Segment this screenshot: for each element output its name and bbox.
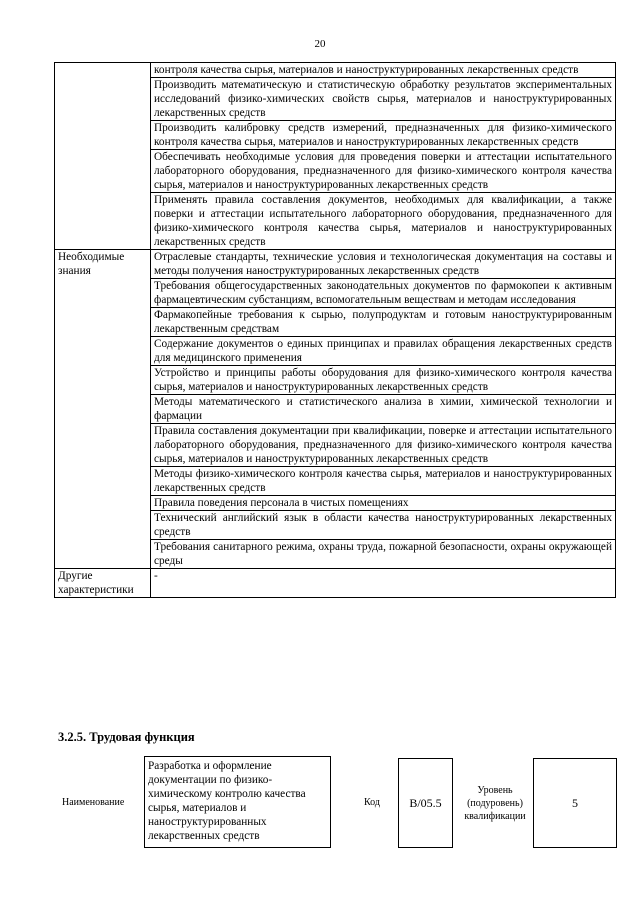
- function-code-box: В/05.5: [398, 758, 453, 848]
- table-cell: Требования общегосударственных законодательных документов по фармокопеи к активным фармацевтическим субстанциям, вспомогательным веществам и методам исследования: [151, 279, 616, 308]
- row-label-skills: [55, 63, 151, 250]
- table-cell: Содержание документов о единых принципах и правилах обращения лекарственных средств для медицинского применения: [151, 337, 616, 366]
- table-cell: Производить калибровку средств измерений, предназначенных для физико-химического контроля качества сырья, материалов и наноструктурированных лекарственных средств: [151, 121, 616, 150]
- table-cell: Методы физико-химического контроля качества сырья, материалов и наноструктурированных лекарственных средств: [151, 467, 616, 496]
- table-cell: Методы математического и статистического анализа в химии, химической технологии и фармации: [151, 395, 616, 424]
- function-name-box: Разработка и оформление документации по физико-химическому контролю качества сырья, материалов и наноструктурированных лекарственных средств: [144, 756, 331, 848]
- table-row: [55, 569, 616, 598]
- table-cell: Производить математическую и статистическую обработку результатов экспериментальных исследований физико-химических свойств сырья, материалов и наноструктурированных лекарственных средств: [151, 78, 616, 121]
- table-cell: Правила составления документации при квалификации, поверке и аттестации испытательного лабораторного оборудования, предназначенного для физико-химического контроля качества сырья, материалов и наноструктурированных лекарственных средств: [151, 424, 616, 467]
- table-cell: Отраслевые стандарты, технические условия и технологическая документация на составы и методы получения наноструктурированных лекарственных средств: [151, 250, 616, 279]
- row-label-knowledge: Необходимые знания: [55, 250, 151, 569]
- page-number: 20: [314, 38, 326, 50]
- table-cell: Применять правила составления документов, необходимых для квалификации, а также поверки и аттестации испытательного лабораторного оборудования, предназначенного для физико-химического контроля качества сырья, материалов и наноструктурированных лекарственных средств: [151, 193, 616, 250]
- section-title: 3.2.5. Трудовая функция: [58, 730, 195, 744]
- table-cell: Обеспечивать необходимые условия для проведения поверки и аттестации испытательного лабораторного оборудования, предназначенного для физико-химического контроля качества сырья, материалов и наноструктурированных лекарственных средств: [151, 150, 616, 193]
- table-cell: контроля качества сырья, материалов и наноструктурированных лекарственных средств: [151, 63, 616, 78]
- row-label-other: Другие характеристики: [55, 569, 151, 598]
- table-cell: Устройство и принципы работы оборудования для физико-химического контроля качества сырья, материалов и наноструктурированных лекарственных средств: [151, 366, 616, 395]
- table-row: [55, 63, 616, 78]
- table-cell: Требования санитарного режима, охраны труда, пожарной безопасности, охраны окружающей среды: [151, 540, 616, 569]
- table-cell: Технический английский язык в области качества наноструктурированных лекарственных средств: [151, 511, 616, 540]
- table-cell: Фармакопейные требования к сырью, полупродуктам и готовым наноструктурированным лекарственным средствам: [151, 308, 616, 337]
- table-cell: -: [151, 569, 616, 598]
- function-level-box: 5: [533, 758, 617, 848]
- table-cell: Правила поведения персонала в чистых помещениях: [151, 496, 616, 511]
- code-label: Код: [364, 797, 380, 808]
- competency-table: [54, 62, 616, 598]
- table-row: [55, 250, 616, 279]
- name-label: Наименование: [62, 797, 125, 808]
- level-label: Уровень (подуровень) квалификации: [464, 785, 526, 822]
